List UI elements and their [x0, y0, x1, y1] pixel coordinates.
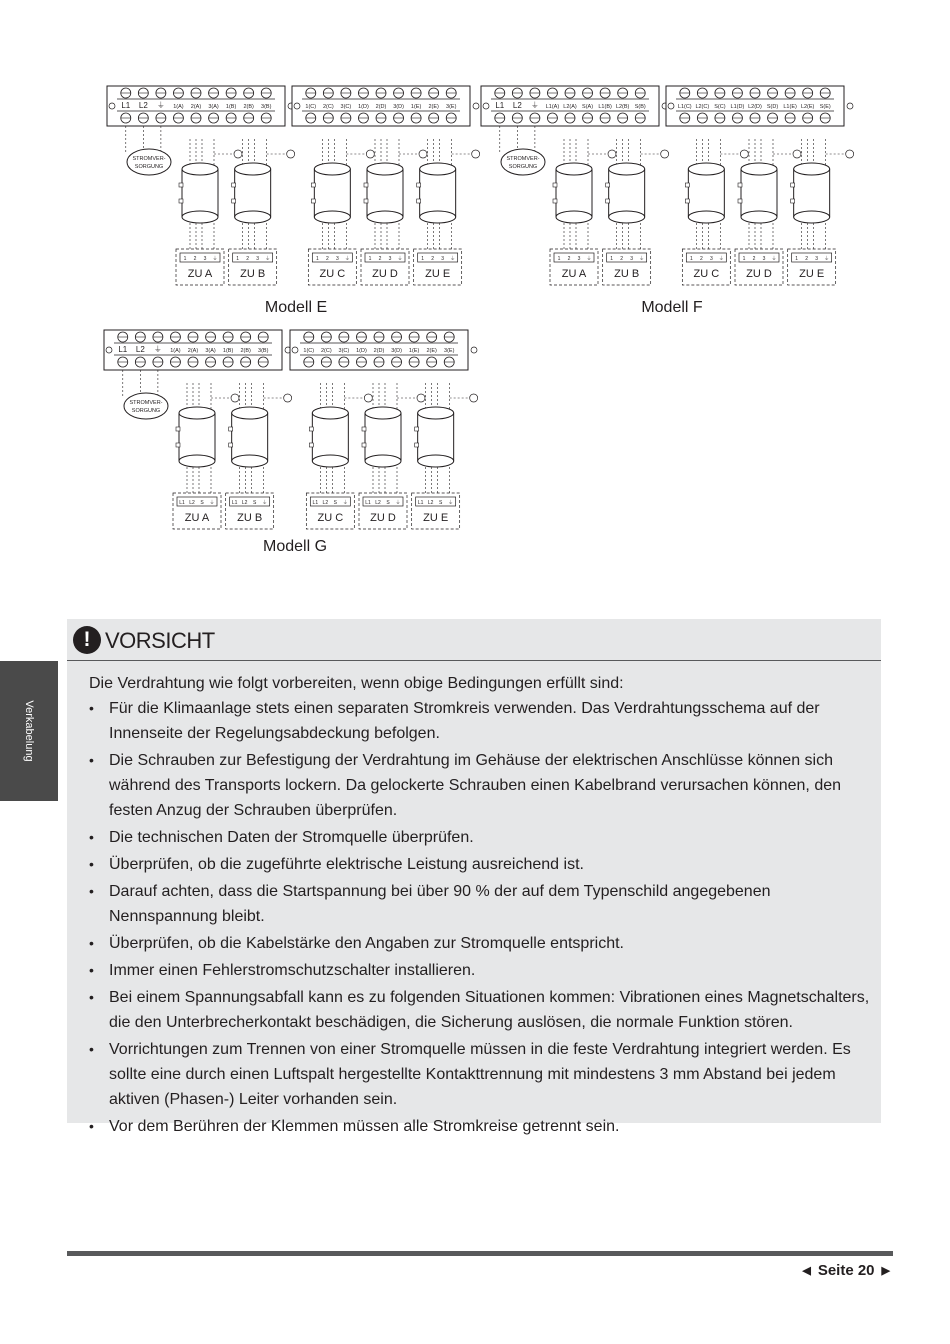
unit-terminal-label: 2 — [431, 256, 435, 262]
list-item: • Überprüfen, ob die zugeführte elektrische Leistung ausreichend ist. — [89, 852, 879, 877]
unit-terminal-label: ⏚ — [212, 256, 218, 262]
terminal-label: L1(D) — [730, 104, 745, 110]
unit-label: ZU D — [370, 512, 396, 524]
terminal-label: 1(D) — [358, 104, 369, 110]
terminal-label: L2(B) — [615, 104, 630, 110]
unit-label: ZU B — [237, 512, 263, 524]
exclamation-icon: ! — [73, 626, 101, 654]
terminal-strip-right — [666, 86, 853, 126]
ground-icon — [364, 394, 372, 402]
unit-terminal-label: 3 — [335, 256, 339, 262]
unit-terminal-label: 2 — [699, 256, 703, 262]
indoor-unit — [788, 139, 854, 285]
terminal-label: L2 — [138, 101, 148, 110]
terminal-label: L1 — [121, 101, 131, 110]
terminal-label: L2 — [135, 345, 145, 354]
unit-label: ZU C — [693, 268, 720, 280]
ground-icon — [417, 394, 425, 402]
unit-terminal-label: 1 — [236, 256, 240, 262]
terminal-label: 2(B) — [243, 104, 254, 110]
unit-terminal-label: 3 — [762, 256, 766, 262]
power-supply-label: SORGUNG — [134, 164, 164, 170]
unit-terminal-label: ⏚ — [395, 500, 401, 506]
terminal-label: L1(A) — [545, 104, 560, 110]
unit-terminal-label: 3 — [815, 256, 819, 262]
terminal-label: 1(C) — [303, 348, 315, 354]
unit-terminal-label: 1 — [610, 256, 614, 262]
ground-icon — [846, 150, 854, 158]
unit-terminal-label: ⏚ — [771, 256, 777, 262]
terminal-label: L2 — [512, 101, 522, 110]
terminal-label: 3(E) — [446, 104, 457, 110]
wiring-diagram-modell-f — [481, 86, 854, 316]
caution-box — [67, 619, 881, 1135]
unit-terminal-label: 3 — [388, 256, 392, 262]
power-supply — [501, 149, 545, 175]
unit-terminal-label: 1 — [315, 256, 319, 262]
caution-title: VORSICHT — [105, 628, 215, 653]
unit-terminal-label: 2 — [567, 256, 571, 262]
terminal-label: 1(B) — [222, 348, 234, 354]
model-caption: Modell G — [262, 538, 328, 555]
unit-terminal-label: ⏚ — [824, 256, 830, 262]
terminal-label: L1 — [495, 101, 505, 110]
unit-terminal-label: 3 — [577, 256, 581, 262]
terminal-label: 3(B) — [258, 348, 269, 354]
terminal-label: 2(C) — [322, 104, 334, 110]
terminal-label: 3(A) — [205, 348, 216, 354]
terminal-label: ⏚ — [156, 101, 165, 110]
unit-terminal-label: 2 — [620, 256, 624, 262]
caution-intro: Die Verdrahtung wie folgt vorbereiten, wenn obige Bedingungen erfüllt sind: — [89, 675, 624, 692]
power-supply-label: STROMVER- — [132, 156, 166, 162]
unit-terminal-label: L2 — [375, 500, 381, 506]
unit-label: ZU D — [372, 268, 398, 280]
unit-terminal-label: ⏚ — [450, 256, 456, 262]
list-item: • Vor dem Berühren der Klemmen müssen alle Stromkreise getrennt sein. — [89, 1114, 879, 1139]
terminal-strip-left — [104, 330, 291, 370]
unit-terminal-label: 1 — [368, 256, 372, 262]
terminal-label: 1(E) — [410, 104, 422, 110]
terminal-label: S(A) — [582, 104, 594, 110]
unit-label: ZU E — [423, 512, 449, 524]
unit-label: ZU E — [799, 268, 825, 280]
wiring-diagrams — [0, 0, 950, 600]
terminal-label: 3(B) — [261, 104, 272, 110]
unit-terminal-label: ⏚ — [344, 256, 350, 262]
terminal-label: 1(A) — [173, 104, 184, 110]
list-item: • Für die Klimaanlage stets einen separaten Stromkreis verwenden. Das Verdrahtungsschema auf der Innenseite der Regelungsabdeckung befolgen. — [89, 696, 879, 746]
triangle-right-icon[interactable]: ▶ — [881, 1265, 890, 1277]
ground-icon — [740, 150, 748, 158]
power-supply-label: STROMVER- — [506, 156, 540, 162]
page-number: Seite 20 — [817, 1262, 875, 1279]
list-item: • Die technischen Daten der Stromquelle überprüfen. — [89, 825, 879, 850]
unit-label: ZU B — [240, 268, 266, 280]
unit-label: ZU A — [184, 512, 210, 524]
terminal-label: L1(B) — [598, 104, 612, 110]
caution-header — [67, 619, 881, 661]
wiring-diagram-modell-e — [107, 86, 480, 316]
unit-terminal-label: 1 — [557, 256, 561, 262]
unit-terminal-label: L1 — [179, 500, 185, 506]
unit-terminal-label: L2 — [322, 500, 329, 506]
unit-terminal-label: S — [200, 500, 204, 506]
power-supply-label: SORGUNG — [131, 408, 161, 414]
unit-terminal-label: L2 — [189, 500, 195, 506]
unit-terminal-label: L2 — [241, 500, 248, 506]
unit-terminal-label: ⏚ — [209, 500, 215, 506]
ground-icon — [793, 150, 801, 158]
terminal-label: S(C) — [714, 104, 726, 110]
unit-terminal-label: 1 — [183, 256, 187, 262]
model-caption: Modell F — [641, 299, 703, 316]
model-caption: Modell E — [264, 299, 328, 316]
unit-label: ZU E — [425, 268, 451, 280]
unit-terminal-label: 2 — [752, 256, 756, 262]
terminal-label: 2(D) — [373, 348, 385, 354]
list-item: • Die Schrauben zur Befestigung der Verdrahtung im Gehäuse der elektrischen Anschlüsse können sich während des Transports lockern. Da gelockerte Schrauben einen Kabelbrand verursachen können, den festen Anzug der Schrauben überprüfen. — [89, 748, 879, 823]
unit-terminal-label: 2 — [193, 256, 197, 262]
terminal-label: S(D) — [766, 104, 779, 110]
unit-label: ZU C — [319, 268, 346, 280]
indoor-unit — [229, 139, 295, 285]
power-supply — [124, 393, 168, 419]
terminal-label: ⏚ — [153, 345, 162, 354]
terminal-label: 3(C) — [338, 348, 350, 354]
ground-icon — [608, 150, 616, 158]
unit-terminal-label: 1 — [689, 256, 693, 262]
ground-icon — [419, 150, 427, 158]
terminal-label: L1(E) — [783, 104, 797, 110]
unit-label: ZU A — [187, 268, 213, 280]
caution-list — [89, 696, 879, 1139]
ground-icon — [284, 394, 292, 402]
indoor-unit — [226, 383, 292, 529]
ground-icon — [234, 150, 242, 158]
unit-terminal-label: 2 — [325, 256, 329, 262]
unit-label: ZU C — [317, 512, 344, 524]
unit-terminal-label: 1 — [421, 256, 425, 262]
list-item: • Vorrichtungen zum Trennen von einer Stromquelle müssen in die feste Verdrahtung integriert werden. Es sollte eine durch einen Luftspalt hergestellte Kontakttrennung mit mindestens 3 mm Abstand bei jedem aktiven (Phasen-) Leiter vorhanden sein. — [89, 1037, 879, 1112]
terminal-strip-right — [292, 86, 479, 126]
page-indicator — [802, 1262, 890, 1279]
side-tab-label: Verkabelung — [23, 700, 35, 762]
unit-terminal-label: L2 — [427, 500, 434, 506]
unit-terminal-label: ⏚ — [397, 256, 403, 262]
terminal-label: L2(C) — [695, 104, 710, 110]
wiring-diagram-modell-g — [104, 330, 478, 555]
unit-terminal-label: ⏚ — [586, 256, 592, 262]
terminal-label: L1(C) — [677, 104, 692, 110]
terminal-label: L2(D) — [748, 104, 762, 110]
unit-label: ZU B — [614, 268, 640, 280]
list-item: • Überprüfen, ob die Kabelstärke den Angaben zur Stromquelle entspricht. — [89, 931, 879, 956]
terminal-strip-left — [107, 86, 294, 126]
ground-icon — [287, 150, 295, 158]
unit-terminal-label: ⏚ — [342, 500, 348, 506]
unit-terminal-label: S — [438, 500, 443, 506]
indoor-unit — [412, 383, 478, 529]
terminal-label: 3(E) — [444, 348, 455, 354]
terminal-label: L2(E) — [800, 104, 815, 110]
unit-terminal-label: 3 — [630, 256, 634, 262]
indoor-unit — [603, 139, 669, 285]
terminal-label: 1(C) — [305, 104, 317, 110]
power-supply-label: STROMVER- — [129, 400, 163, 406]
triangle-left-icon[interactable]: ◀ — [802, 1265, 811, 1277]
ground-icon — [470, 394, 478, 402]
terminal-strip-left — [481, 86, 668, 126]
unit-terminal-label: ⏚ — [265, 256, 271, 262]
indoor-unit — [414, 139, 480, 285]
terminal-label: 3(D) — [393, 104, 404, 110]
unit-terminal-label: L1 — [417, 500, 424, 506]
unit-terminal-label: ⏚ — [262, 500, 268, 506]
terminal-label: 1(A) — [170, 348, 181, 354]
ground-icon — [366, 150, 374, 158]
ground-icon — [231, 394, 239, 402]
unit-terminal-label: ⏚ — [639, 256, 645, 262]
unit-terminal-label: 3 — [256, 256, 260, 262]
ground-icon — [661, 150, 669, 158]
terminal-label: 2(D) — [375, 104, 387, 110]
terminal-label: 2(C) — [320, 348, 332, 354]
power-supply — [127, 149, 171, 175]
terminal-label: 1(B) — [225, 104, 237, 110]
unit-terminal-label: ⏚ — [448, 500, 454, 506]
terminal-label: 2(B) — [240, 348, 251, 354]
unit-terminal-label: 1 — [795, 256, 799, 262]
caution-body — [89, 671, 879, 1141]
unit-terminal-label: 2 — [805, 256, 809, 262]
footer-rule — [67, 1251, 893, 1256]
unit-terminal-label: 3 — [709, 256, 713, 262]
unit-terminal-label: L1 — [365, 500, 371, 506]
terminal-label: 2(E) — [426, 348, 437, 354]
unit-terminal-label: 2 — [378, 256, 382, 262]
unit-terminal-label: L1 — [312, 500, 319, 506]
terminal-strip-right — [290, 330, 477, 370]
unit-terminal-label: 2 — [246, 256, 250, 262]
unit-terminal-label: L1 — [231, 500, 238, 506]
unit-label: ZU A — [561, 268, 587, 280]
ground-icon — [472, 150, 480, 158]
terminal-label: 3(D) — [391, 348, 402, 354]
terminal-label: 3(A) — [208, 104, 219, 110]
terminal-label: 1(E) — [408, 348, 420, 354]
unit-terminal-label: S — [386, 500, 390, 506]
terminal-label: 3(C) — [340, 104, 352, 110]
side-tab — [0, 661, 58, 801]
unit-label: ZU D — [746, 268, 772, 280]
unit-terminal-label: S — [333, 500, 338, 506]
power-supply-label: SORGUNG — [508, 164, 538, 170]
terminal-label: 1(D) — [356, 348, 367, 354]
list-item: • Bei einem Spannungsabfall kann es zu folgenden Situationen kommen: Vibrationen eines Magnetschalters, die den Unterbrecherkontakt beschädigen, die Sicherung auslösen, die normale Funktion stören. — [89, 985, 879, 1035]
list-item: • Immer einen Fehlerstromschutzschalter installieren. — [89, 958, 879, 983]
terminal-label: L1 — [118, 345, 128, 354]
unit-terminal-label: 1 — [742, 256, 746, 262]
terminal-label: L2(A) — [563, 104, 577, 110]
unit-terminal-label: S — [252, 500, 257, 506]
unit-terminal-label: ⏚ — [718, 256, 724, 262]
terminal-label: S(E) — [819, 104, 831, 110]
terminal-label: 2(A) — [190, 104, 202, 110]
terminal-label: 2(A) — [187, 348, 199, 354]
terminal-label: 2(E) — [428, 104, 439, 110]
unit-terminal-label: 3 — [203, 256, 207, 262]
list-item: • Darauf achten, dass die Startspannung bei über 90 % der auf dem Typenschild angegebenen Nennspannung bleibt. — [89, 879, 879, 929]
terminal-label: ⏚ — [530, 101, 539, 110]
terminal-label: S(B) — [634, 104, 646, 110]
unit-terminal-label: 3 — [441, 256, 445, 262]
